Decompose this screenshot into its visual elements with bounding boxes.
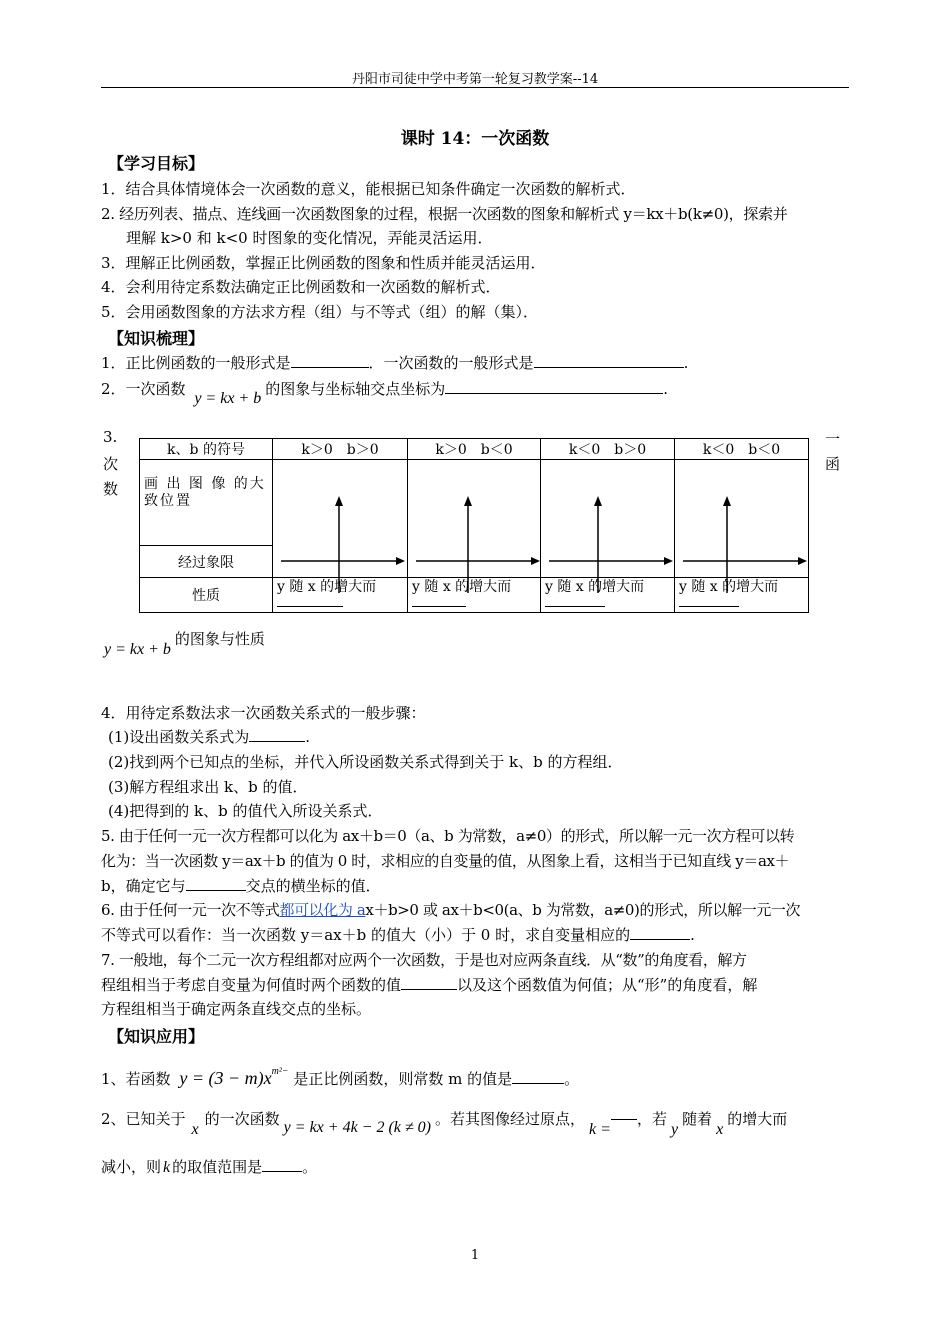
blank-equal[interactable] — [401, 989, 457, 990]
review-3-char-han: 函 — [825, 455, 841, 473]
item7-line2: 程组相当于考虑自变量为何值时两个函数的值 以及这个函数值为何值；从“形”的角度看，解 — [101, 976, 758, 994]
section-review: 【知识梳理】 — [108, 329, 205, 348]
goal-1: 1．结合具体情境体会一次函数的意义，能根据已知条件确定一次函数的解析式． — [101, 180, 636, 198]
graph-cell[interactable] — [273, 460, 408, 578]
blank-k-range[interactable] — [262, 1171, 302, 1172]
header-cell: k、b 的符号 — [140, 439, 273, 460]
review-2-text-a: 2．一次函数 — [101, 380, 186, 398]
formula-y-kx-b: y = kx + b — [194, 390, 262, 407]
review-1-text-c: . — [683, 354, 689, 372]
item6-line2: 不等式可以看作：当一次函数 y＝ax＋b 的值大（小）于 0 时，求自变量相应的 . — [101, 926, 695, 944]
goal-5: 5．会用函数图象的方法求方程（组）与不等式（组）的解（集）． — [101, 303, 539, 321]
step-intro: 4．用待定系数法求一次函数关系式的一般步骤： — [101, 704, 426, 722]
blank-proportional-form[interactable] — [291, 367, 369, 368]
review-1-text-b: ．一次函数的一般形式是 — [368, 354, 534, 372]
question-1: 1、若函数 $y = (3 - m)x^{m^2-}$ 是正比例函数，则常数 m 的值是 。 — [101, 1066, 580, 1088]
review-2-text-c: . — [663, 380, 669, 398]
goal-4: 4．会利用待定系数法确定正比例函数和一次函数的解析式． — [101, 278, 501, 296]
review-3-char-shu: 数 — [103, 480, 119, 498]
linear-function-table — [139, 438, 809, 613]
property-cell[interactable]: y 随 x 的增大而 — [408, 578, 541, 613]
section-goals: 【学习目标】 — [108, 154, 205, 173]
goal-2-cont: 理解 k>0 和 k<0 时图象的变化情况，弄能灵活运用． — [126, 229, 493, 247]
step-1: (1)设出函数关系式为 . — [108, 728, 311, 746]
step-3: (3)解方程组求出 k、b 的值． — [108, 778, 308, 796]
page-number: 1 — [470, 1248, 480, 1263]
goal-2: 2. 经历列表、描点、连线画一次函数图象的过程，根据一次函数的图象和解析式 y＝kx＋b(k≠0)，探索并 — [101, 205, 788, 223]
review-item-1 — [101, 352, 688, 373]
row-label-quadrant: 经过象限 — [140, 546, 273, 578]
property-cell[interactable]: y 随 x 的增大而 — [674, 578, 808, 613]
row-label-property: 性质 — [140, 578, 273, 613]
question-2-cont: 减小，则 k 的取值范围是 。 — [101, 1158, 318, 1176]
axes-icon — [408, 476, 541, 595]
blank-linear-form[interactable] — [534, 367, 684, 368]
inline-link[interactable]: 都可以化为 a — [279, 901, 366, 919]
graph-cell[interactable] — [540, 460, 674, 578]
review-3-char-ci: 次 — [103, 455, 119, 473]
axes-icon — [273, 476, 406, 595]
item7-line3: 方程组相当于确定两条直线交点的坐标。 — [101, 1000, 372, 1018]
page-header: 丹阳市司徒中学中考第一轮复习教学案--14 — [351, 72, 599, 87]
review-3-number: 3. — [103, 428, 118, 446]
formula-q1-exponent: m²− — [271, 1066, 289, 1077]
graph-cell[interactable] — [674, 460, 808, 578]
item5-line2: 化为：当一次函数 y＝ax＋b 的值为 0 时，求相应的自变量的值，从图象上看，这相当于已知直线 y＝ax＋ — [101, 852, 790, 870]
goal-3: 3．理解正比例函数，掌握正比例函数的图象和性质并能灵活运用． — [101, 254, 546, 272]
blank-k-value[interactable] — [611, 1119, 637, 1120]
row-label-draw: 画 出 图 像 的大致位置 — [140, 460, 273, 546]
item5-line1: 5. 由于任何一元一次方程都可以化为 ax＋b＝0（a、b 为常数，a≠0）的形式，所以解一元一次方程可以转 — [101, 827, 795, 845]
question-2: 2、已知关于x的一次函数 y = kx + 4k − 2 (k ≠ 0) 。若其图像经过原点，k =，若y随着x的增大而 — [101, 1110, 788, 1138]
section-apply: 【知识应用】 — [108, 1027, 205, 1046]
review-2-text-b: 的图象与坐标轴交点坐标为 — [265, 380, 446, 398]
axes-icon — [541, 476, 674, 595]
header-cell: k＞0 b＜0 — [408, 439, 541, 460]
blank-axis[interactable] — [186, 890, 246, 891]
item5-line3: b，确定它与 交点的横坐标的值． — [101, 877, 381, 895]
formula-q2: y = kx + 4k − 2 (k ≠ 0) — [283, 1119, 432, 1136]
review-item-2 — [101, 378, 669, 407]
blank-range[interactable] — [630, 939, 690, 940]
review-3-tail: y = kx + b的图象与性质 — [104, 630, 265, 658]
header-cell: k＜0 b＞0 — [540, 439, 674, 460]
axes-icon — [675, 476, 808, 595]
blank-intercepts[interactable] — [445, 393, 663, 394]
header-rule — [101, 87, 849, 88]
blank-function-form[interactable] — [249, 741, 305, 742]
blank-m-value[interactable] — [512, 1083, 564, 1084]
item7-line1: 7. 一般地，每个二元一次方程组都对应两个一次函数，于是也对应两条直线．从“数”的角度看，解方 — [101, 951, 747, 969]
item6-line1: 6. 由于任何一元一次不等式都可以化为 ax＋b>0 或 ax＋b<0(a、b 为常数，a≠0)的形式，所以解一元一次 — [101, 901, 801, 919]
header-cell: k＞0 b＞0 — [273, 439, 408, 460]
table-row-draw — [140, 460, 809, 546]
header-cell: k＜0 b＜0 — [674, 439, 808, 460]
formula-y-kx-b-2: y = kx + b — [104, 641, 171, 658]
step-4: (4)把得到的 k、b 的值代入所设关系式． — [108, 802, 383, 820]
graph-cell[interactable] — [408, 460, 541, 578]
formula-q1: y = (3 − m)x — [179, 1068, 272, 1088]
review-3-char-yi: 一 — [825, 430, 841, 448]
property-cell[interactable]: y 随 x 的增大而 — [273, 578, 408, 613]
lesson-title: 课时 14：一次函数 — [400, 129, 550, 149]
property-cell[interactable]: y 随 x 的增大而 — [540, 578, 674, 613]
table-header-row — [140, 439, 809, 460]
review-1-text-a: 1．正比例函数的一般形式是 — [101, 354, 291, 372]
step-2: (2)找到两个已知点的坐标，并代入所设函数关系式得到关于 k、b 的方程组． — [108, 753, 623, 771]
